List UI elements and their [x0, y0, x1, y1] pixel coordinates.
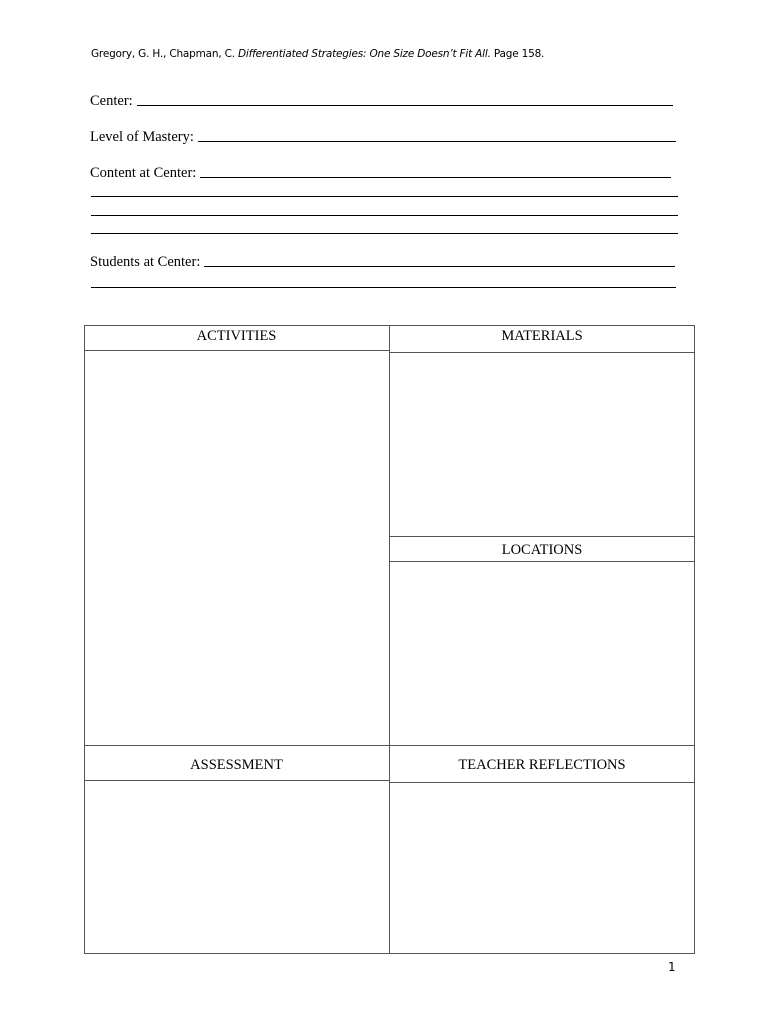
content-extra-line-1[interactable]: [91, 196, 678, 197]
assessment-area[interactable]: [85, 781, 388, 953]
content-extra-line-3[interactable]: [91, 233, 678, 234]
content-label: Content at Center:: [90, 165, 197, 181]
teacher-reflections-area[interactable]: [390, 783, 694, 953]
locations-title: LOCATIONS: [501, 542, 583, 558]
center-blank[interactable]: [137, 105, 673, 106]
content-blank[interactable]: [200, 177, 671, 178]
students-extra-line[interactable]: [91, 287, 676, 288]
mastery-field[interactable]: [90, 126, 676, 146]
bottom-section-top-line: [84, 745, 695, 746]
assessment-title: ASSESSMENT: [190, 757, 283, 773]
students-label: Students at Center:: [90, 254, 201, 270]
locations-area[interactable]: [390, 562, 694, 744]
students-blank[interactable]: [204, 266, 675, 267]
content-extra-line-2[interactable]: [91, 215, 678, 216]
center-label: Center:: [90, 93, 133, 109]
content-field[interactable]: [90, 162, 671, 182]
students-field[interactable]: [90, 251, 675, 271]
mastery-label: Level of Mastery:: [90, 129, 194, 145]
center-field[interactable]: [90, 90, 673, 110]
citation-header: [91, 48, 544, 60]
citation-page-ref: Page 158.: [493, 48, 545, 60]
mastery-blank[interactable]: [198, 141, 676, 142]
materials-title: MATERIALS: [501, 328, 583, 344]
citation-book-title: Differentiated Strategies: One Size Doesn’t Fit All.: [238, 48, 491, 60]
teacher-reflections-title: TEACHER REFLECTIONS: [458, 757, 626, 773]
activities-area[interactable]: [85, 351, 388, 744]
activities-title: ACTIVITIES: [196, 328, 277, 344]
page-number: 1: [668, 960, 676, 974]
citation-authors: Gregory, G. H., Chapman, C.: [91, 48, 235, 60]
locations-top-line: [389, 536, 695, 537]
materials-area[interactable]: [390, 353, 694, 535]
